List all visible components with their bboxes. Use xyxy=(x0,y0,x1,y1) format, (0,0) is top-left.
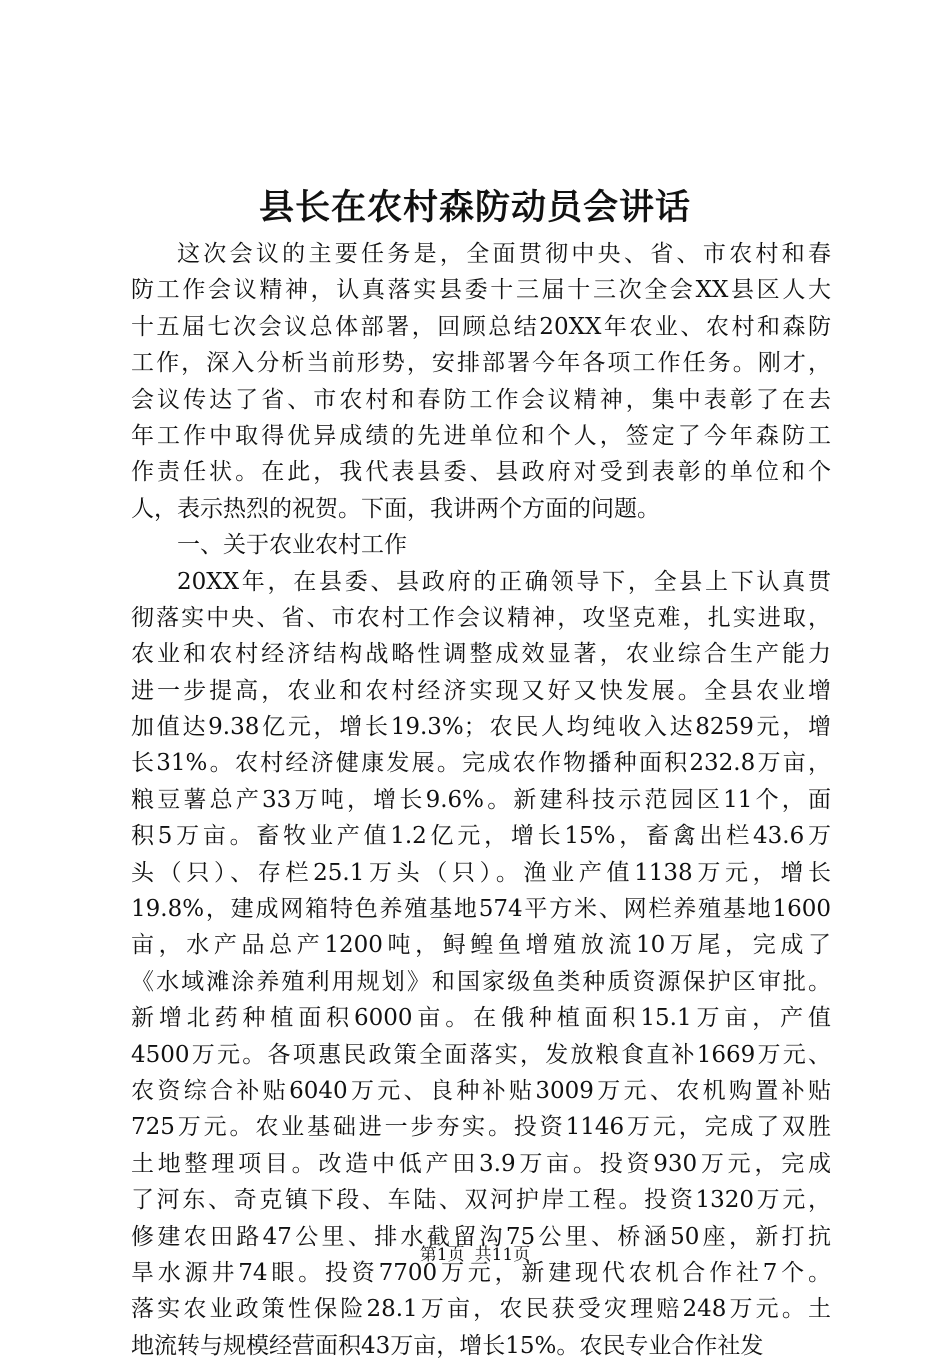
text-line: 农资综合补贴6040万元、良种补贴3009万元、农机购置补贴 xyxy=(131,1077,831,1104)
text-line: 落实农业政策性保险28.1万亩，农民获受灾理赔248万元。土 xyxy=(131,1296,831,1323)
text-line: 旱水源井74眼。投资7700万元，新建现代农机合作社7个。 xyxy=(131,1259,831,1286)
text-line: 人，表示热烈的祝贺。下面，我讲两个方面的问题。 xyxy=(131,495,660,522)
document-title: 县长在农村森防动员会讲话 xyxy=(258,187,691,228)
text-line: 19.8%，建成网箱特色养殖基地574平方米、网栏养殖基地1600 xyxy=(131,896,831,923)
text-line: 加值达9.38亿元，增长19.3%；农民人均纯收入达8259元，增 xyxy=(131,714,831,741)
text-line: 作责任状。在此，我代表县委、县政府对受到表彰的单位和个 xyxy=(131,459,831,486)
text-line: 防工作会议精神，认真落实县委十三届十三次全会XX县区人大 xyxy=(131,277,831,304)
paragraph xyxy=(131,527,831,563)
text-line: 头（只）、存栏25.1万头（只）。渔业产值1138万元，增长 xyxy=(131,859,831,886)
text-line: 《水域滩涂养殖利用规划》和国家级鱼类种质资源保护区审批。 xyxy=(131,968,831,995)
text-line: 修建农田路47公里、排水截留沟75公里、桥涵50座，新打抗 xyxy=(131,1223,831,1250)
text-line: 积5万亩。畜牧业产值1.2亿元，增长15%，畜禽出栏43.6万 xyxy=(131,823,831,850)
page-total: 共11页 xyxy=(474,1245,531,1265)
text-line: 进一步提高，农业和农村经济实现又好又快发展。全县农业增 xyxy=(131,677,831,704)
text-line: 725万元。农业基础进一步夯实。投资1146万元，完成了双胜 xyxy=(131,1114,831,1141)
text-line: 亩，水产品总产1200吨，鲟鳇鱼增殖放流10万尾，完成了 xyxy=(131,932,831,959)
text-line: 农业和农村经济结构战略性调整成效显著，农业综合生产能力 xyxy=(131,641,831,668)
text-line: 一、关于农业农村工作 xyxy=(177,532,407,559)
text-line: 20XX年，在县委、县政府的正确领导下，全县上下认真贯 xyxy=(177,568,831,595)
text-line: 土地整理项目。改造中低产田3.9万亩。投资930万元，完成 xyxy=(131,1150,831,1177)
text-line: 粮豆薯总产33万吨，增长9.6%。新建科技示范园区11个，面 xyxy=(131,786,831,813)
text-line: 工作，深入分析当前形势，安排部署今年各项工作任务。刚才， xyxy=(131,350,831,377)
text-line: 长31%。农村经济健康发展。完成农作物播种面积232.8万亩， xyxy=(131,750,831,777)
text-line: 十五届七次会议总体部署，回顾总结20XX年农业、农村和森防 xyxy=(131,313,831,340)
text-line: 这次会议的主要任务是，全面贯彻中央、省、市农村和春 xyxy=(177,241,831,267)
text-line: 彻落实中央、省、市农村工作会议精神，攻坚克难，扎实进取， xyxy=(131,604,831,631)
text-line: 年工作中取得优异成绩的先进单位和个人，签定了今年森防工 xyxy=(131,422,831,449)
text-line: 地流转与规模经营面积43万亩，增长15%。农民专业合作社发 xyxy=(131,1332,764,1359)
text-line: 4500万元。各项惠民政策全面落实，发放粮食直补1669万元、 xyxy=(131,1041,831,1068)
page-footer xyxy=(0,1243,950,1267)
paragraph xyxy=(131,236,831,527)
page-number: 第1页 xyxy=(419,1245,465,1265)
text-line: 新增北药种植面积6000亩。在俄种植面积15.1万亩，产值 xyxy=(131,1005,831,1032)
text-line: 了河东、奇克镇下段、车陆、双河护岸工程。投资1320万元， xyxy=(131,1187,831,1214)
text-line: 会议传达了省、市农村和春防工作会议精神，集中表彰了在去 xyxy=(131,386,831,413)
document-body xyxy=(131,236,831,1364)
